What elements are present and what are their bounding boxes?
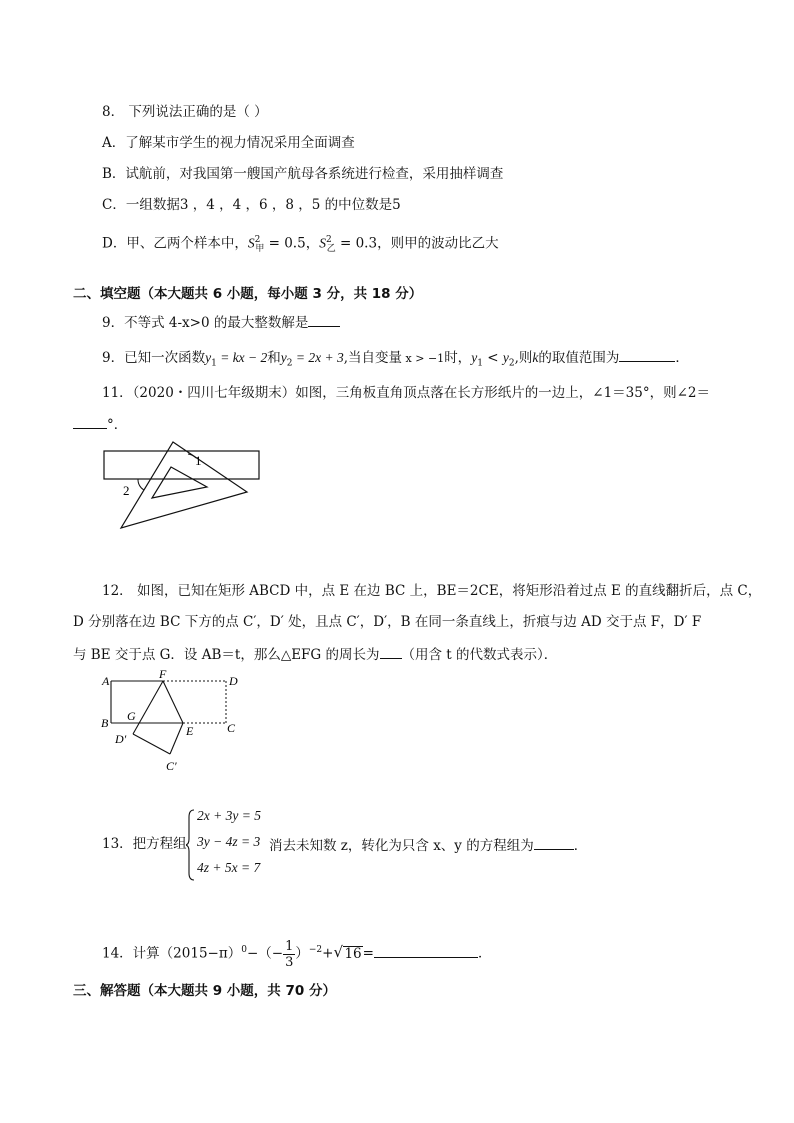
fold-line-FE bbox=[163, 681, 183, 723]
section-2-title: 二、填空题（本大题共 6 小题，每小题 3 分，共 18 分） bbox=[73, 286, 423, 302]
label-F: F bbox=[159, 668, 167, 681]
label-Dprime: D′ bbox=[115, 732, 127, 746]
section-3-title: 三、解答题（本大题共 9 小题，共 70 分） bbox=[73, 983, 336, 999]
q9-inequality: 9．不等式 4-x>0 的最大整数解是 bbox=[102, 312, 340, 332]
angle-1-label: 1 bbox=[195, 453, 202, 468]
q12-line1: 12． 如图，已知在矩形 ABCD 中，点 E 在边 BC 上，BE＝2CE，将矩形沿着过点 E 的直线翻折后，点 C， bbox=[102, 583, 762, 599]
q12-figure bbox=[96, 668, 256, 778]
q11-line2: °． bbox=[73, 414, 127, 434]
fraction-one-third: $\frac{1}{3}$ bbox=[285, 938, 294, 970]
q8-stem: 8． 下列说法正确的是（ ） bbox=[102, 104, 268, 120]
label-B: B bbox=[101, 716, 109, 730]
q13-eq1: 2x + 3y = 5 bbox=[197, 808, 261, 823]
label-Cprime: C′ bbox=[166, 759, 177, 773]
triangle-outer bbox=[121, 442, 247, 528]
segment-CpE bbox=[170, 723, 183, 754]
segment-FDp bbox=[133, 681, 163, 734]
q9-linear-functions: 9．已知一次函数$y_1$ = kx − 2和$y_2 = 2x + 3$,当自变量 x > −1时，$y_1 < y_2$,则k的取值范围为 ． bbox=[102, 347, 689, 373]
angle-2-arc bbox=[138, 479, 144, 490]
answer-blank bbox=[534, 835, 574, 850]
q8-option-d: D．甲、乙两个样本中，$S^2_甲 = 0.5$，$S^2_乙 = 0.3$，则甲的波动比乙大 bbox=[102, 235, 499, 255]
answer-blank bbox=[374, 943, 478, 958]
label-E: E bbox=[186, 724, 194, 738]
q14-calculation: 14．计算$(2015-\pi)^0-(-$ $\frac{1}{3}$ ）$^{-2}$+ √ 16= ． bbox=[102, 938, 492, 970]
triangle-inner bbox=[152, 467, 207, 498]
sqrt-16: √ 16 bbox=[333, 942, 362, 962]
label-D: D bbox=[229, 674, 238, 688]
q13-question: 消去未知数 z，转化为只含 x、y 的方程组为 ． bbox=[269, 835, 587, 855]
answer-blank bbox=[308, 312, 340, 327]
answer-blank bbox=[619, 347, 675, 362]
q11-figure bbox=[96, 440, 266, 532]
label-G: G bbox=[127, 709, 136, 723]
q8-option-a: A．了解某市学生的视力情况采用全面调查 bbox=[102, 135, 355, 151]
angle-2-label: 2 bbox=[123, 483, 130, 498]
q8-option-c: C．一组数据3 ，4 ，4 ，6 ，8 ，5 的中位数是5 bbox=[102, 197, 401, 213]
brace-icon bbox=[186, 809, 196, 881]
q13-eq3: 4z + 5x = 7 bbox=[197, 860, 261, 875]
answer-blank bbox=[380, 644, 402, 659]
label-C: C bbox=[227, 721, 236, 735]
segment-DpCp bbox=[133, 734, 170, 754]
q12-line3: 与 BE 交于点 G．设 AB＝t，那么△EFG 的周长为 （用含 t 的代数式表示）． bbox=[73, 644, 557, 664]
label-A: A bbox=[102, 674, 110, 688]
q8-option-b: B．试航前，对我国第一艘国产航母各系统进行检查，采用抽样调查 bbox=[102, 166, 504, 182]
q11-line1: 11．（2020・四川七年级期末）如图，三角板直角顶点落在长方形纸片的一边上，∠1＝35°，则∠2＝ bbox=[102, 385, 711, 401]
q13-prefix: 13．把方程组 bbox=[102, 836, 187, 852]
q12-line2: D 分别落在边 BC 下方的点 C′，D′ 处，且点 C′，D′，B 在同一条直线上，折痕与边 AD 交于点 F，D′ F bbox=[73, 614, 702, 630]
q13-eq2: 3y − 4z = 3 bbox=[197, 834, 261, 849]
answer-blank bbox=[73, 414, 107, 429]
rectangle-paper bbox=[104, 451, 259, 479]
